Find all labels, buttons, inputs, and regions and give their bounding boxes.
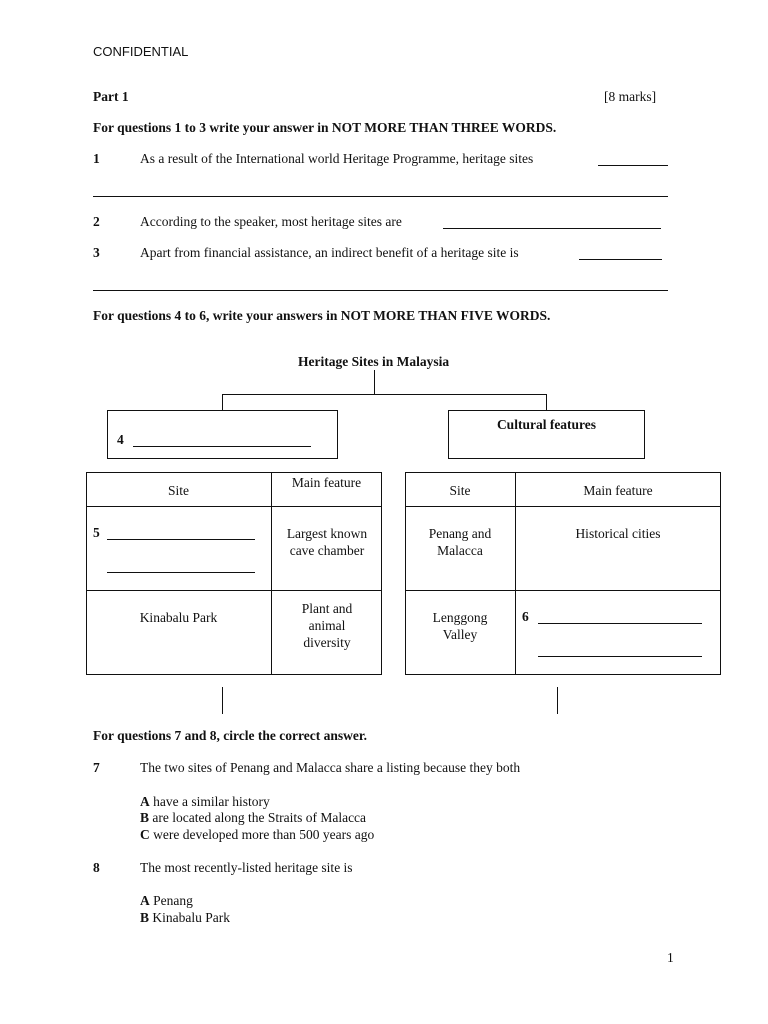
right-table-row2-site: Lenggong Valley (432, 610, 488, 642)
left-table-row2-site: Kinabalu Park (139, 610, 218, 625)
question-1-number: 1 (93, 151, 100, 166)
option-text: Penang (153, 893, 193, 908)
cultural-features-label: Cultural features (496, 417, 597, 432)
left-table-header-site: Site (167, 483, 189, 498)
left-table-row1-feature: Largest known cave chamber (286, 526, 368, 558)
question-3-number: 3 (93, 245, 100, 260)
category-box-left (107, 410, 338, 459)
question-4-answer-line[interactable] (133, 446, 311, 447)
question-1-answer-line[interactable] (598, 165, 668, 166)
question-8-stem: The most recently-listed heritage site is (140, 860, 353, 875)
question-7-option-b[interactable] (140, 810, 366, 826)
question-2-answer-line[interactable] (443, 228, 661, 229)
left-table-header-divider (86, 506, 382, 507)
left-table-row2-feature: Plant and animal diversity (301, 601, 353, 650)
option-text: are located along the Straits of Malacca (152, 810, 367, 825)
question-3-answer-line-2[interactable] (93, 290, 668, 291)
question-7-number: 7 (93, 760, 100, 775)
question-8-number: 8 (93, 860, 100, 875)
right-table-row1-site: Penang and Malacca (428, 526, 492, 558)
diagram-connector-right (546, 395, 547, 411)
question-7-option-a[interactable] (140, 794, 270, 810)
question-5-number: 5 (93, 525, 100, 540)
category-box-right (448, 410, 645, 459)
left-table-header-feature: Main feature (291, 475, 362, 490)
question-1-text: As a result of the International world Heritage Programme, heritage sites (140, 151, 534, 166)
question-3-answer-line[interactable] (579, 259, 662, 260)
option-text: have a similar history (153, 794, 270, 809)
question-7-stem: The two sites of Penang and Malacca share a listing because they both (140, 760, 521, 775)
diagram-title: Heritage Sites in Malaysia (298, 354, 450, 369)
left-table-tail (222, 687, 223, 714)
diagram-connector-bar (222, 394, 547, 395)
question-2-number: 2 (93, 214, 100, 229)
question-7-option-c[interactable] (140, 827, 374, 843)
question-4-number: 4 (117, 432, 124, 447)
option-letter: A (140, 893, 150, 908)
question-6-answer-line[interactable] (538, 623, 702, 624)
option-letter: C (140, 827, 150, 842)
left-table-row-divider (86, 590, 382, 591)
right-table-col-divider (515, 472, 516, 675)
part-marks: [8 marks] (604, 89, 657, 104)
option-text: Kinabalu Park (152, 910, 230, 925)
instruction-q4-6: For questions 4 to 6, write your answers in NOT MORE THAN FIVE WORDS. (93, 308, 551, 323)
question-1-answer-line-2[interactable] (93, 196, 668, 197)
question-5-answer-line-2[interactable] (107, 572, 255, 573)
question-6-answer-line-2[interactable] (538, 656, 702, 657)
option-text: were developed more than 500 years ago (153, 827, 375, 842)
question-3-text: Apart from financial assistance, an indirect benefit of a heritage site is (140, 245, 519, 260)
option-letter: B (140, 910, 150, 925)
diagram-connector-stem (374, 370, 375, 395)
right-table (405, 472, 721, 675)
right-table-header-feature: Main feature (583, 483, 653, 498)
right-table-header-site: Site (449, 483, 471, 498)
right-table-row1-feature: Historical cities (575, 526, 661, 541)
question-8-option-b[interactable] (140, 910, 230, 926)
confidential-label: CONFIDENTIAL (93, 44, 189, 59)
part-title: Part 1 (93, 89, 129, 104)
right-table-tail (557, 687, 558, 714)
instruction-q7-8: For questions 7 and 8, circle the correct answer. (93, 728, 367, 743)
option-letter: B (140, 810, 150, 825)
page-number: 1 (667, 950, 674, 965)
right-table-header-divider (405, 506, 721, 507)
diagram-connector-left (222, 395, 223, 411)
question-5-answer-line[interactable] (107, 539, 255, 540)
left-table-col-divider (271, 472, 272, 675)
question-6-number: 6 (522, 609, 529, 624)
question-8-option-a[interactable] (140, 893, 193, 909)
option-letter: A (140, 794, 150, 809)
instruction-q1-3: For questions 1 to 3 write your answer in NOT MORE THAN THREE WORDS. (93, 120, 557, 135)
right-table-row-divider (405, 590, 721, 591)
question-2-text: According to the speaker, most heritage sites are (140, 214, 402, 229)
